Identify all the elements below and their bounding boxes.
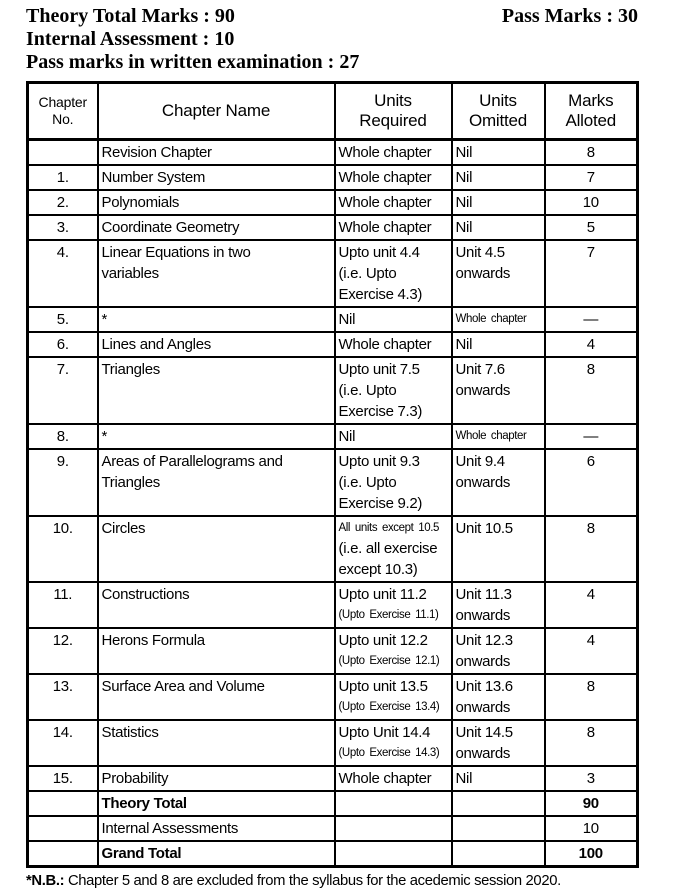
cell-line: (i.e. Upto xyxy=(338,382,397,399)
chapter-no-cell: 3. xyxy=(28,215,98,240)
cell-line: Upto unit 4.4 xyxy=(338,244,420,261)
marks-alloted-cell: 4 xyxy=(545,332,638,357)
units-omitted-cell xyxy=(452,516,545,582)
chapter-no-cell: 2. xyxy=(28,190,98,215)
units-required-cell xyxy=(335,449,452,516)
chapter-name-cell: Constructions xyxy=(98,582,335,628)
cell-line: Whole chapter xyxy=(455,313,527,325)
cell-line: except 10.3) xyxy=(338,561,418,578)
chapter-name-cell: Triangles xyxy=(98,357,335,424)
cell-line: Unit 14.5 xyxy=(455,724,513,741)
marks-alloted-cell: 4 xyxy=(545,582,638,628)
chapter-name-cell: * xyxy=(98,307,335,332)
top-line-1 xyxy=(26,5,638,28)
chapter-no-cell: 1. xyxy=(28,165,98,190)
units-required-cell xyxy=(335,674,452,720)
cell-line: onwards xyxy=(455,699,511,716)
cell-line: (Upto Exercise 13.4) xyxy=(338,701,440,713)
units-omitted-cell xyxy=(452,674,545,720)
marks-alloted-cell: 7 xyxy=(545,240,638,307)
cell-line: (i.e. Upto xyxy=(338,265,397,282)
units-required-cell xyxy=(335,332,452,357)
units-required-cell xyxy=(335,165,452,190)
chapter-no-cell: 4. xyxy=(28,240,98,307)
cell-line: Nil xyxy=(338,311,356,328)
units-omitted-cell xyxy=(452,449,545,516)
marks-alloted-cell: — xyxy=(545,307,638,332)
footnote xyxy=(26,872,676,890)
units-omitted-cell xyxy=(452,582,545,628)
units-omitted-cell xyxy=(452,424,545,449)
cell-line: Whole chapter xyxy=(338,169,432,186)
units-omitted-cell xyxy=(452,332,545,357)
table-row xyxy=(28,190,638,215)
table-row xyxy=(28,240,638,307)
table-body xyxy=(28,140,638,867)
cell-line: Upto unit 7.5 xyxy=(338,361,420,378)
table-row xyxy=(28,816,638,841)
cell-line: Exercise 7.3) xyxy=(338,403,423,420)
cell-line: Whole chapter xyxy=(338,194,432,211)
units-omitted-cell xyxy=(452,720,545,766)
marks-alloted-cell: 8 xyxy=(545,357,638,424)
chapter-no-cell: 6. xyxy=(28,332,98,357)
cell-line: (i.e. all exercise xyxy=(338,540,438,557)
cell-line: Nil xyxy=(455,169,473,186)
cell-line: Whole chapter xyxy=(338,770,432,787)
cell-line: Exercise 4.3) xyxy=(338,286,423,303)
units-required-cell xyxy=(335,140,452,166)
chapter-no-cell: 14. xyxy=(28,720,98,766)
chapter-name-cell: * xyxy=(98,424,335,449)
table-row xyxy=(28,424,638,449)
marks-alloted-cell: 8 xyxy=(545,674,638,720)
chapter-name-cell: Circles xyxy=(98,516,335,582)
cell-line: Unit 13.6 xyxy=(455,678,513,695)
units-required-cell xyxy=(335,307,452,332)
chapter-no-cell xyxy=(28,841,98,867)
units-omitted-cell xyxy=(452,215,545,240)
units-omitted-cell xyxy=(452,240,545,307)
marks-alloted-cell: 8 xyxy=(545,140,638,166)
chapter-no-cell: 12. xyxy=(28,628,98,674)
cell-line: Unit 7.6 xyxy=(455,361,505,378)
chapter-name-cell: Revision Chapter xyxy=(98,140,335,166)
units-required-cell xyxy=(335,357,452,424)
chapter-no-cell: 15. xyxy=(28,766,98,791)
marks-alloted-cell: 8 xyxy=(545,516,638,582)
pass-marks: Pass Marks : 30 xyxy=(501,5,638,27)
cell-line: Unit 4.5 xyxy=(455,244,505,261)
table-row xyxy=(28,332,638,357)
cell-line: Whole chapter xyxy=(455,430,527,442)
cell-line: onwards xyxy=(455,474,511,491)
cell-line: Upto unit 12.2 xyxy=(338,632,428,649)
chapter-name-cell: Grand Total xyxy=(98,841,335,867)
table-row xyxy=(28,720,638,766)
cell-line: (Upto Exercise 14.3) xyxy=(338,747,440,759)
cell-line: Nil xyxy=(455,194,473,211)
cell-line: onwards xyxy=(455,745,511,762)
units-omitted-cell xyxy=(452,816,545,841)
chapter-name-cell: Herons Formula xyxy=(98,628,335,674)
table-row xyxy=(28,165,638,190)
units-omitted-cell xyxy=(452,307,545,332)
cell-line: onwards xyxy=(455,382,511,399)
units-required-cell xyxy=(335,628,452,674)
cell-line: Nil xyxy=(455,770,473,787)
marks-alloted-cell: 90 xyxy=(545,791,638,816)
cell-line: Nil xyxy=(338,428,356,445)
units-omitted-cell xyxy=(452,165,545,190)
footnote-label: *N.B.: xyxy=(26,873,65,889)
column-header-omitted: Units Omitted xyxy=(452,83,545,140)
theory-total-marks: Theory Total Marks : 90 xyxy=(26,5,235,27)
units-omitted-cell xyxy=(452,791,545,816)
chapter-name-cell: Lines and Angles xyxy=(98,332,335,357)
chapter-name-cell: Theory Total xyxy=(98,791,335,816)
units-omitted-cell xyxy=(452,140,545,166)
table-row xyxy=(28,582,638,628)
column-header-marks: Marks Alloted xyxy=(545,83,638,140)
cell-line: Whole chapter xyxy=(338,219,432,236)
units-omitted-cell xyxy=(452,766,545,791)
chapter-no-cell: 5. xyxy=(28,307,98,332)
table-row xyxy=(28,766,638,791)
chapter-no-cell xyxy=(28,816,98,841)
units-omitted-cell xyxy=(452,628,545,674)
chapter-name-cell: Polynomials xyxy=(98,190,335,215)
cell-line: Upto unit 9.3 xyxy=(338,453,420,470)
table-header xyxy=(28,83,638,140)
cell-line: Nil xyxy=(455,219,473,236)
chapter-name-cell: Probability xyxy=(98,766,335,791)
units-required-cell xyxy=(335,190,452,215)
marks-alloted-cell: 3 xyxy=(545,766,638,791)
chapter-name-cell: Surface Area and Volume xyxy=(98,674,335,720)
cell-line: Unit 10.5 xyxy=(455,520,513,537)
cell-line: Nil xyxy=(455,336,473,353)
marks-alloted-cell: 4 xyxy=(545,628,638,674)
column-header-required: Units Required xyxy=(335,83,452,140)
cell-line: All units except 10.5 xyxy=(338,522,440,534)
table-row xyxy=(28,357,638,424)
units-omitted-cell xyxy=(452,841,545,867)
syllabus-marks-table xyxy=(26,81,639,868)
table-row xyxy=(28,307,638,332)
chapter-no-cell: 11. xyxy=(28,582,98,628)
units-omitted-cell xyxy=(452,190,545,215)
units-required-cell xyxy=(335,766,452,791)
cell-line: Unit 12.3 xyxy=(455,632,513,649)
column-header-no: Chapter No. xyxy=(28,83,98,140)
cell-line: Exercise 9.2) xyxy=(338,495,423,512)
chapter-no-cell: 9. xyxy=(28,449,98,516)
cell-line: Nil xyxy=(455,144,473,161)
chapter-no-cell: 7. xyxy=(28,357,98,424)
internal-assessment: Internal Assessment : 10 xyxy=(26,28,235,50)
table-row xyxy=(28,628,638,674)
chapter-no-cell xyxy=(28,791,98,816)
chapter-no-cell: 8. xyxy=(28,424,98,449)
cell-line: Upto unit 11.2 xyxy=(338,586,427,603)
units-required-cell xyxy=(335,424,452,449)
marks-alloted-cell: 100 xyxy=(545,841,638,867)
marks-alloted-cell: 6 xyxy=(545,449,638,516)
units-required-cell xyxy=(335,516,452,582)
cell-line: Whole chapter xyxy=(338,336,432,353)
chapter-name-cell: Areas of Parallelograms and Triangles xyxy=(98,449,335,516)
column-header-name: Chapter Name xyxy=(98,83,335,140)
cell-line: Upto Unit 14.4 xyxy=(338,724,431,741)
chapter-no-cell xyxy=(28,140,98,166)
marks-alloted-cell: 5 xyxy=(545,215,638,240)
units-required-cell xyxy=(335,791,452,816)
chapter-name-cell: Coordinate Geometry xyxy=(98,215,335,240)
table-row xyxy=(28,791,638,816)
table-row xyxy=(28,449,638,516)
chapter-name-cell: Statistics xyxy=(98,720,335,766)
pass-marks-written: Pass marks in written examination : 27 xyxy=(26,51,360,73)
top-heading-block xyxy=(26,5,638,74)
cell-line: Upto unit 13.5 xyxy=(338,678,428,695)
cell-line: (i.e. Upto xyxy=(338,474,397,491)
table-row xyxy=(28,841,638,867)
cell-line: Unit 9.4 xyxy=(455,453,505,470)
marks-alloted-cell: 8 xyxy=(545,720,638,766)
marks-alloted-cell: 7 xyxy=(545,165,638,190)
marks-alloted-cell: — xyxy=(545,424,638,449)
cell-line: (Upto Exercise 12.1) xyxy=(338,655,440,667)
cell-line: onwards xyxy=(455,607,511,624)
table-row xyxy=(28,215,638,240)
table-row xyxy=(28,140,638,166)
chapter-name-cell: Internal Assessments xyxy=(98,816,335,841)
table-row xyxy=(28,674,638,720)
chapter-name-cell: Linear Equations in two variables xyxy=(98,240,335,307)
marks-alloted-cell: 10 xyxy=(545,190,638,215)
chapter-name-cell: Number System xyxy=(98,165,335,190)
units-required-cell xyxy=(335,215,452,240)
table-header-row xyxy=(28,83,638,140)
units-required-cell xyxy=(335,841,452,867)
units-omitted-cell xyxy=(452,357,545,424)
cell-line: Whole chapter xyxy=(338,144,432,161)
table-row xyxy=(28,516,638,582)
units-required-cell xyxy=(335,720,452,766)
cell-line: (Upto Exercise 11.1) xyxy=(338,609,439,621)
chapter-no-cell: 13. xyxy=(28,674,98,720)
marks-alloted-cell: 10 xyxy=(545,816,638,841)
units-required-cell xyxy=(335,582,452,628)
cell-line: onwards xyxy=(455,653,511,670)
cell-line: Unit 11.3 xyxy=(455,586,512,603)
footnote-text: Chapter 5 and 8 are excluded from the syllabus for the acedemic session 2020. xyxy=(64,873,561,889)
units-required-cell xyxy=(335,816,452,841)
cell-line: onwards xyxy=(455,265,511,282)
chapter-no-cell: 10. xyxy=(28,516,98,582)
units-required-cell xyxy=(335,240,452,307)
